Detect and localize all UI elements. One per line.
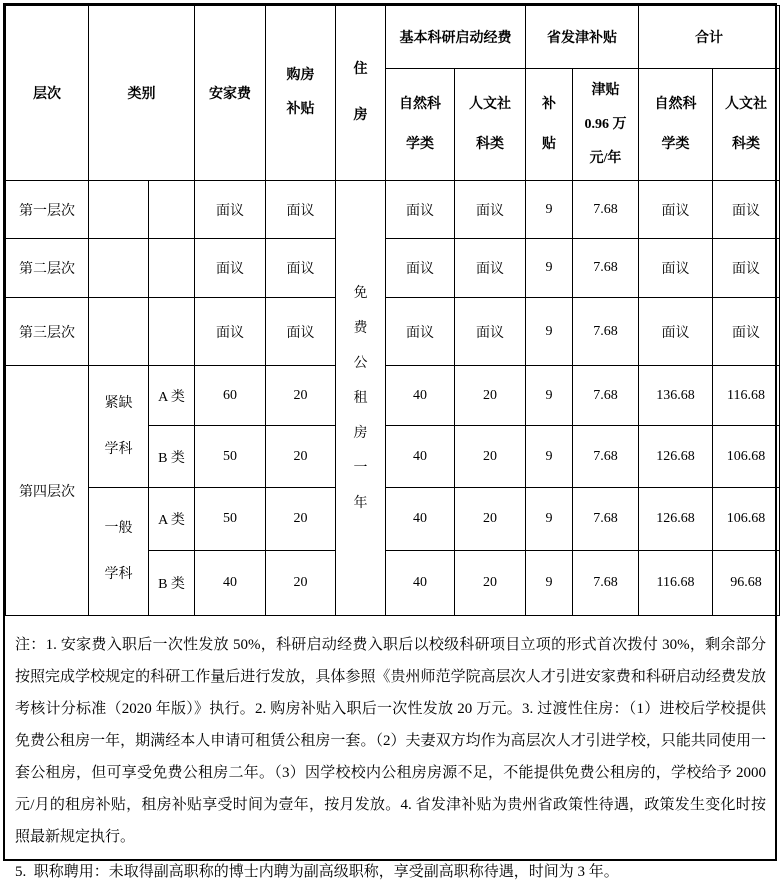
total-humanities-cell: 96.68: [713, 551, 780, 616]
purchase-subsidy-cell: 20: [266, 488, 336, 551]
total-natural-cell: 126.68: [639, 488, 713, 551]
class-cell: B 类: [149, 426, 195, 488]
table-row-level1: [6, 181, 780, 239]
settling-fee-cell: 面议: [195, 298, 266, 366]
allowance-cell: 7.68: [573, 488, 639, 551]
settling-fee-cell: 60: [195, 366, 266, 426]
header-humanities-label: 人文社科类: [468, 96, 511, 152]
header-natural-science: [386, 69, 455, 181]
header-provincial-subsidy-group: 省发津补贴: [526, 6, 639, 69]
research-natural-cell: 40: [386, 426, 455, 488]
total-humanities-cell: 106.68: [713, 426, 780, 488]
header-allowance-line1: 津贴: [591, 82, 620, 98]
total-natural-cell: 116.68: [639, 551, 713, 616]
header-housing: [336, 6, 386, 181]
research-natural-cell: 40: [386, 366, 455, 426]
research-natural-cell: 40: [386, 488, 455, 551]
allowance-cell: 7.68: [573, 366, 639, 426]
purchase-subsidy-cell: 20: [266, 551, 336, 616]
discipline-cell: [89, 488, 149, 616]
total-natural-cell: 126.68: [639, 426, 713, 488]
notes-item5-paragraph: 5. 职称聘用：未取得副高职称的博士内聘为副高级职称，享受副高职称待遇，时间为 3 年。: [15, 864, 619, 880]
subsidy-cell: 9: [526, 181, 573, 239]
settling-fee-cell: 50: [195, 488, 266, 551]
allowance-cell: 7.68: [573, 298, 639, 366]
settling-fee-cell: 面议: [195, 181, 266, 239]
class-empty-cell: [149, 298, 195, 366]
class-cell: B 类: [149, 551, 195, 616]
discipline-cell: [89, 366, 149, 488]
notes-main-paragraph: 注：1. 安家费入职后一次性发放 50%，科研启动经费入职后以校级科研项目立项的形式首次拨付 30%，剩余部分按照完成学校规定的科研工作量后进行发放，具体参照《贵州师范学院高层次人才引进安家费和科研启动经费发放考核计分标准（2020 年版）》执行。2. 购房补贴入职后一次性发放 20 万元。3. 过渡性住房：（1）进校后学校提供免费公租房一年，期满经本人申请可租赁公租房一套。（2）夫妻双方均作为高层次人才引进学校，只能共同使用一套公租房，但可享受免费公租房二年。（3）因学校校内公租房房源不足，不能提供免费公租房的，学校给予 2000 元/月的租房补贴，租房补贴享受时间为壹年，按月发放。4. 省发津补贴为贵州省政策性待遇，政策发生变化时按照最新规定执行。: [15, 637, 766, 845]
research-natural-cell: 面议: [386, 239, 455, 298]
research-natural-cell: 面议: [386, 298, 455, 366]
research-humanities-cell: 20: [455, 551, 526, 616]
settling-fee-cell: 40: [195, 551, 266, 616]
talent-benefits-table: [5, 5, 780, 616]
allowance-cell: 7.68: [573, 239, 639, 298]
class-cell: A 类: [149, 488, 195, 551]
header-settling-fee: 安家费: [195, 6, 266, 181]
header-level: 层次: [6, 6, 89, 181]
subsidy-cell: 9: [526, 551, 573, 616]
research-humanities-cell: 20: [455, 426, 526, 488]
purchase-subsidy-cell: 面议: [266, 239, 336, 298]
total-humanities-cell: 面议: [713, 181, 780, 239]
discipline-label: 紧缺学科: [104, 395, 133, 457]
header-allowance-line2: 0.96 万: [584, 116, 627, 132]
table-row-level2: [6, 239, 780, 298]
research-humanities-cell: 面议: [455, 239, 526, 298]
research-humanities-cell: 20: [455, 366, 526, 426]
research-humanities-cell: 面议: [455, 181, 526, 239]
category-empty-cell: [89, 181, 149, 239]
level-cell: 第一层次: [6, 181, 89, 239]
table-row-level4-general-a: [6, 488, 780, 551]
subsidy-cell: 9: [526, 366, 573, 426]
research-natural-cell: 40: [386, 551, 455, 616]
purchase-subsidy-cell: 20: [266, 426, 336, 488]
header-humanities: [455, 69, 526, 181]
header-subsidy: [526, 69, 573, 181]
total-humanities-cell: 106.68: [713, 488, 780, 551]
subsidy-cell: 9: [526, 298, 573, 366]
header-purchase-subsidy: [266, 6, 336, 181]
allowance-cell: 7.68: [573, 181, 639, 239]
settling-fee-cell: 50: [195, 426, 266, 488]
total-humanities-cell: 面议: [713, 298, 780, 366]
header-allowance: [573, 69, 639, 181]
class-empty-cell: [149, 239, 195, 298]
research-humanities-cell: 20: [455, 488, 526, 551]
category-empty-cell: [89, 239, 149, 298]
subsidy-cell: 9: [526, 488, 573, 551]
notes-section: [5, 616, 775, 888]
research-natural-cell: 面议: [386, 181, 455, 239]
purchase-subsidy-cell: 面议: [266, 298, 336, 366]
class-empty-cell: [149, 181, 195, 239]
subsidy-cell: 9: [526, 239, 573, 298]
allowance-cell: 7.68: [573, 426, 639, 488]
total-natural-cell: 面议: [639, 298, 713, 366]
header-natural-science-label: 自然科学类: [398, 96, 441, 152]
table-row-level3: [6, 298, 780, 366]
header-research-fund-group: 基本科研启动经费: [386, 6, 526, 69]
header-total-humanities: [713, 69, 780, 181]
level-cell: 第四层次: [6, 366, 89, 616]
category-empty-cell: [89, 298, 149, 366]
header-purchase-subsidy-label: 购房补贴: [286, 68, 315, 117]
header-total-humanities-label: 人文社科类: [724, 96, 767, 152]
total-humanities-cell: 面议: [713, 239, 780, 298]
allowance-cell: 7.68: [573, 551, 639, 616]
total-natural-cell: 面议: [639, 239, 713, 298]
table-row-level4-scarce-a: [6, 366, 780, 426]
purchase-subsidy-cell: 面议: [266, 181, 336, 239]
level-cell: 第三层次: [6, 298, 89, 366]
header-housing-label: 住房: [353, 62, 368, 123]
level-cell: 第二层次: [6, 239, 89, 298]
settling-fee-cell: 面议: [195, 239, 266, 298]
header-total-natural-science-label: 自然科学类: [654, 96, 697, 152]
research-humanities-cell: 面议: [455, 298, 526, 366]
header-total-group: 合计: [639, 6, 780, 69]
total-natural-cell: 面议: [639, 181, 713, 239]
subsidy-cell: 9: [526, 426, 573, 488]
class-cell: A 类: [149, 366, 195, 426]
total-humanities-cell: 116.68: [713, 366, 780, 426]
purchase-subsidy-cell: 20: [266, 366, 336, 426]
total-natural-cell: 136.68: [639, 366, 713, 426]
header-total-natural-science: [639, 69, 713, 181]
housing-merged-cell: [336, 181, 386, 616]
header-allowance-line3: 元/年: [589, 150, 622, 166]
discipline-label: 一般学科: [104, 520, 133, 582]
header-category: 类别: [89, 6, 195, 181]
header-subsidy-label: 补贴: [542, 96, 556, 152]
housing-value-label: 免费公租房一年: [353, 285, 368, 511]
benefits-table-sheet: [3, 3, 777, 880]
